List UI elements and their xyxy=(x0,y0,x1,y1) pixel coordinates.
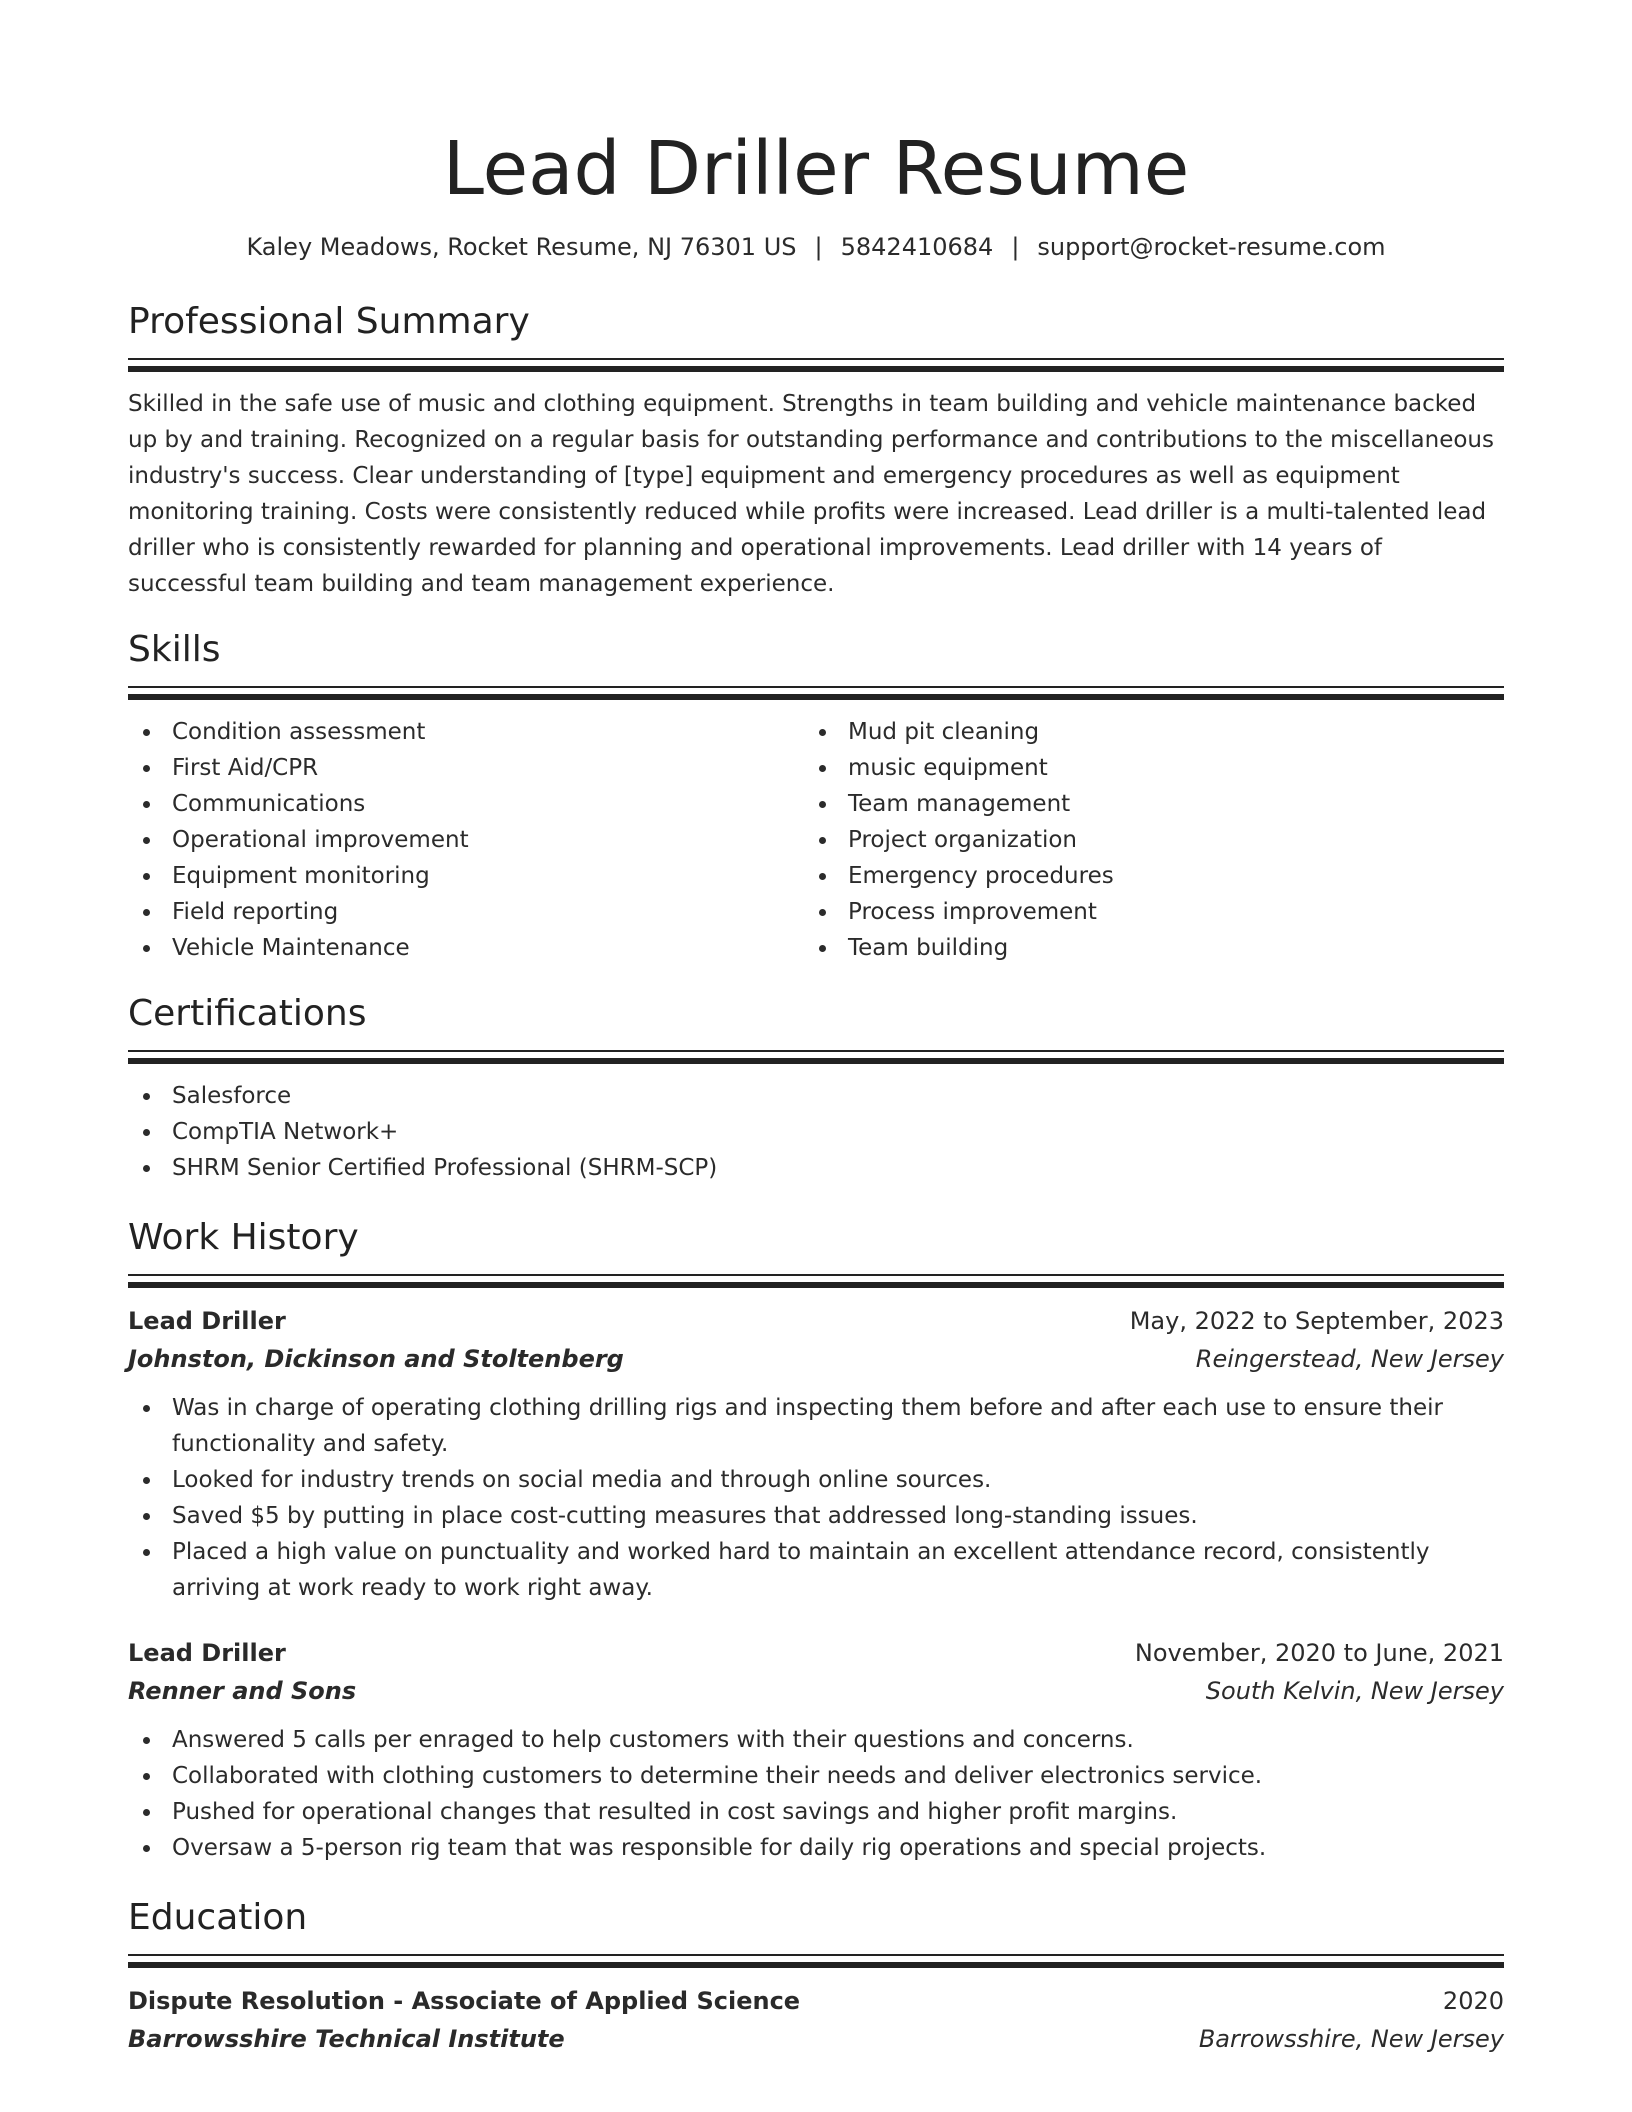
certifications-list xyxy=(128,1078,1504,1186)
resume-title: Lead Driller Resume xyxy=(442,126,1190,212)
work-history-heading: Work History xyxy=(128,1217,359,1258)
job-duty: Was in charge of operating clothing drilling rigs and inspecting them before and after each use to ensure their functionality and safety. xyxy=(128,1390,1504,1462)
contact-separator: | xyxy=(814,233,823,261)
education-section xyxy=(128,1894,1504,2058)
certification-item: SHRM Senior Certified Professional (SHRM-SCP) xyxy=(128,1150,1504,1186)
skill-item: Equipment monitoring xyxy=(128,858,804,894)
job-location: Reingerstead, New Jersey xyxy=(1195,1345,1504,1373)
certifications-section xyxy=(128,990,1504,1186)
job-title: Lead Driller xyxy=(128,1307,286,1335)
job-title: Lead Driller xyxy=(128,1639,286,1667)
skill-item: Operational improvement xyxy=(128,822,804,858)
skill-item: music equipment xyxy=(804,750,1480,786)
skill-item: Emergency procedures xyxy=(804,858,1480,894)
skill-item: Team building xyxy=(804,930,1480,966)
job-entry xyxy=(128,1634,1504,1866)
skill-item: Process improvement xyxy=(804,894,1480,930)
certification-item: Salesforce xyxy=(128,1078,1504,1114)
certifications-heading: Certifications xyxy=(128,993,367,1034)
job-duty: Answered 5 calls per enraged to help customers with their questions and concerns. xyxy=(128,1722,1504,1758)
skill-item: Condition assessment xyxy=(128,714,804,750)
certification-item: CompTIA Network+ xyxy=(128,1114,1504,1150)
contact-line xyxy=(128,230,1504,264)
resume-page xyxy=(128,0,1504,2070)
skill-item: Field reporting xyxy=(128,894,804,930)
job-duties-list xyxy=(128,1722,1504,1866)
skills-list-left xyxy=(128,714,804,966)
skill-item: Vehicle Maintenance xyxy=(128,930,804,966)
education-entry xyxy=(128,1982,1504,2058)
section-divider xyxy=(128,1954,1504,1968)
section-divider xyxy=(128,686,1504,700)
job-duty: Pushed for operational changes that resulted in cost savings and higher profit margins. xyxy=(128,1794,1504,1830)
contact-address: Kaley Meadows, Rocket Resume, NJ 76301 US xyxy=(246,233,797,261)
job-duty: Looked for industry trends on social media and through online sources. xyxy=(128,1462,1504,1498)
skills-columns xyxy=(128,714,1504,966)
work-history-section xyxy=(128,1214,1504,1866)
education-degree: Dispute Resolution - Associate of Applied Science xyxy=(128,1987,801,2015)
job-duty: Collaborated with clothing customers to determine their needs and deliver electronics service. xyxy=(128,1758,1504,1794)
skills-list-right xyxy=(804,714,1480,966)
skill-item: Project organization xyxy=(804,822,1480,858)
job-entry xyxy=(128,1302,1504,1606)
skills-heading: Skills xyxy=(128,629,221,670)
section-divider xyxy=(128,1050,1504,1064)
job-duty: Oversaw a 5-person rig team that was responsible for daily rig operations and special projects. xyxy=(128,1830,1504,1866)
job-dates: November, 2020 to June, 2021 xyxy=(1134,1639,1504,1667)
skill-item: Team management xyxy=(804,786,1480,822)
job-duty: Saved $5 by putting in place cost-cutting measures that addressed long-standing issues. xyxy=(128,1498,1504,1534)
summary-heading: Professional Summary xyxy=(128,301,530,342)
job-company: Renner and Sons xyxy=(128,1677,357,1705)
contact-phone: 5842410684 xyxy=(840,233,994,261)
job-dates: May, 2022 to September, 2023 xyxy=(1129,1307,1504,1335)
job-duty: Placed a high value on punctuality and worked hard to maintain an excellent attendance record, consistently arriving at work ready to work right away. xyxy=(128,1534,1504,1606)
job-duties-list xyxy=(128,1390,1504,1606)
summary-text: Skilled in the safe use of music and clothing equipment. Strengths in team building and vehicle maintenance backed up by and training. Recognized on a regular basis for outstanding performance and contributions to the miscellaneous industry's success. Clear understanding of [type] equipment and emergency procedures as well as equipment monitoring training. Costs were consistently reduced while profits were increased. Lead driller is a multi-talented lead driller who is consistently rewarded for planning and operational improvements. Lead driller with 14 years of successful team building and team management experience. xyxy=(128,391,1494,597)
summary-section xyxy=(128,298,1504,602)
skill-item: First Aid/CPR xyxy=(128,750,804,786)
education-location: Barrowsshire, New Jersey xyxy=(1198,2025,1504,2053)
job-company: Johnston, Dickinson and Stoltenberg xyxy=(128,1345,624,1373)
skill-item: Mud pit cleaning xyxy=(804,714,1480,750)
section-divider xyxy=(128,1274,1504,1288)
education-school: Barrowsshire Technical Institute xyxy=(128,2025,565,2053)
contact-email: support@rocket-resume.com xyxy=(1037,233,1386,261)
job-location: South Kelvin, New Jersey xyxy=(1205,1677,1504,1705)
contact-separator: | xyxy=(1011,233,1020,261)
skills-section xyxy=(128,626,1504,966)
section-divider xyxy=(128,358,1504,372)
education-year: 2020 xyxy=(1442,1987,1504,2015)
skill-item: Communications xyxy=(128,786,804,822)
education-heading: Education xyxy=(128,1897,308,1938)
